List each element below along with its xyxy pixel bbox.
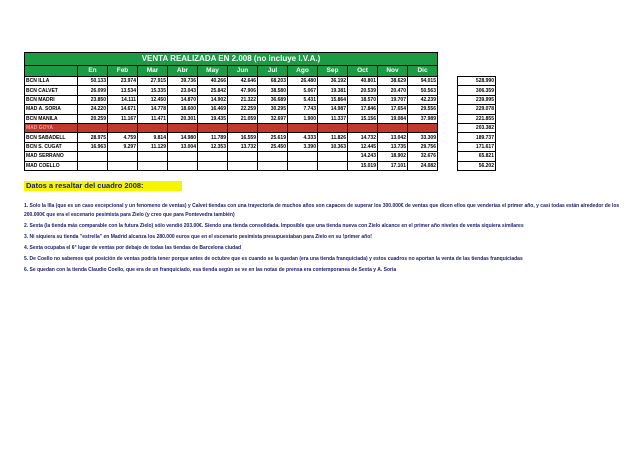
month-header: Oct (348, 66, 378, 77)
table-title: VENTA REALIZADA EN 2.008 (no incluye I.V.A.) (25, 53, 438, 66)
sales-cell: 50.133 (78, 77, 108, 86)
sales-cell: 14.671 (108, 105, 138, 114)
sales-cell: 14.893 (138, 123, 168, 132)
note-item: 6. Se quedan con la tienda Claudio Coello, que era de un franquiciado, esa tienda según se ve en las notas de prensa era contemporanea de Sexta y A. Soria (24, 267, 397, 274)
sales-cell: 12.353 (198, 142, 228, 151)
sales-cell: 16.469 (198, 105, 228, 114)
sales-cell (228, 161, 258, 170)
sales-cell: 33.309 (408, 133, 438, 142)
sales-cell: 12.307 (108, 123, 138, 132)
sales-cell: 42.646 (228, 77, 258, 86)
sales-cell: 14.970 (198, 123, 228, 132)
sales-cell: 42.239 (408, 95, 438, 104)
month-header: Nov (378, 66, 408, 77)
sales-cell: 13.042 (378, 133, 408, 142)
sales-cell (108, 161, 138, 170)
sales-cell: 23.974 (108, 77, 138, 86)
sales-cell: 5.431 (288, 95, 318, 104)
total-cell: 56.202 (458, 161, 496, 170)
sales-cell: 26.480 (288, 77, 318, 86)
sales-cell: 7.743 (288, 105, 318, 114)
table-row (25, 123, 496, 132)
sales-cell: 5.067 (288, 86, 318, 95)
table-row (25, 142, 496, 151)
sales-cell: 14.087 (378, 123, 408, 132)
sales-cell: 39.736 (168, 77, 198, 86)
sales-cell: 36.192 (318, 77, 348, 86)
sales-cell: 21.059 (228, 114, 258, 123)
table-row (25, 152, 496, 161)
table-body (25, 77, 496, 171)
sales-cell: 26.099 (78, 86, 108, 95)
sales-cell (78, 152, 108, 161)
sales-cell: 30.295 (258, 105, 288, 114)
sales-cell (288, 152, 318, 161)
sales-cell: 27.915 (138, 77, 168, 86)
sales-cell: 14.870 (168, 95, 198, 104)
month-header: En (78, 66, 108, 77)
sales-cell: 21.322 (228, 95, 258, 104)
sales-cell: 18.902 (378, 152, 408, 161)
month-header: Ago (288, 66, 318, 77)
store-name: BCN CALVET (25, 86, 78, 95)
sales-cell: 4.333 (288, 133, 318, 142)
sales-cell: 50.563 (408, 86, 438, 95)
note-item: 1. Solo la Illa (que es un caso excepcional y un fenomeno de ventas) y Calvet tiendas con una trayectoria de muchos años son capaces de superar los 300.000€ de ventas que dicen ellos que venderías el primer año, y casi todas están alrededor de los 200.000€ que era el escenario pesimista para Zielo (y creo que para Pontevedra también) (24, 203, 620, 218)
sales-cell: 29.556 (408, 105, 438, 114)
notes-list (24, 202, 620, 277)
sales-cell: 25.619 (258, 133, 288, 142)
store-name: MAD SERRANO (25, 152, 78, 161)
table-row (25, 86, 496, 95)
table-row (25, 133, 496, 142)
sales-cell: 19.084 (378, 114, 408, 123)
total-cell: 65.821 (458, 152, 496, 161)
sales-cell (168, 161, 198, 170)
table-row (25, 95, 496, 104)
header-corner (25, 66, 78, 77)
sales-cell: 17.654 (378, 105, 408, 114)
sales-cell: 13.732 (228, 142, 258, 151)
sales-cell: 10.152 (318, 123, 348, 132)
sales-cell: 20.301 (168, 114, 198, 123)
month-header: Feb (108, 66, 138, 77)
sales-cell: 11.789 (198, 133, 228, 142)
sales-cell: 11.337 (318, 114, 348, 123)
sales-cell: 15.864 (318, 95, 348, 104)
table-row (25, 114, 496, 123)
sales-cell (258, 161, 288, 170)
sales-cell: 24.082 (408, 161, 438, 170)
sales-cell: 3.390 (288, 142, 318, 151)
sales-cell: 14.243 (348, 152, 378, 161)
sales-cell (108, 152, 138, 161)
sales-cell: 4.759 (108, 133, 138, 142)
month-header: May (198, 66, 228, 77)
month-header: Sep (318, 66, 348, 77)
sales-cell: 12.450 (138, 95, 168, 104)
sales-cell (168, 152, 198, 161)
sales-cell: 15.335 (138, 86, 168, 95)
store-name: BCN MADRI (25, 95, 78, 104)
sales-cell (138, 161, 168, 170)
total-cell: 189.737 (458, 133, 496, 142)
sales-cell: 14.111 (108, 95, 138, 104)
total-cell: 239.995 (458, 95, 496, 104)
sales-cell: 14.987 (318, 105, 348, 114)
sales-cell: 22.259 (228, 105, 258, 114)
sales-cell: 16.963 (78, 142, 108, 151)
sales-cell: 18.570 (348, 95, 378, 104)
title-row (25, 53, 496, 66)
sales-cell: 19.435 (198, 114, 228, 123)
month-header: Abr (168, 66, 198, 77)
sales-cell (78, 161, 108, 170)
sales-cell: 20.450 (228, 123, 258, 132)
sales-cell (288, 161, 318, 170)
sales-cell: 14.732 (348, 133, 378, 142)
sales-cell: 23.850 (78, 95, 108, 104)
total-cell: 203.382 (458, 123, 496, 132)
sales-cell: 38.580 (258, 86, 288, 95)
sales-cell: 17.101 (378, 161, 408, 170)
sales-cell: 11.129 (138, 142, 168, 151)
sales-cell: 32.676 (408, 152, 438, 161)
sales-cell: 12.307 (348, 123, 378, 132)
sales-cell: 23.043 (168, 86, 198, 95)
month-header: Mar (138, 66, 168, 77)
note-item: 3. Ni siquiera su tienda "estrella" en Madrid alcanza los 280.000 euros que en el escenario pesimista presupuestaban para Zielo en su !primer año! (24, 233, 372, 240)
total-cell: 306.359 (458, 86, 496, 95)
month-header: Jun (228, 66, 258, 77)
sales-cell (138, 152, 168, 161)
sales-cell: 68.203 (258, 77, 288, 86)
sales-cell: 14.778 (138, 105, 168, 114)
sales-cell: 11.167 (108, 114, 138, 123)
sales-cell: 19.707 (378, 95, 408, 104)
table-row (25, 161, 496, 170)
sales-cell: 13.735 (378, 142, 408, 151)
month-header-row (25, 66, 496, 77)
total-cell: 528.990 (458, 77, 496, 86)
sales-cell: 24.020 (78, 123, 108, 132)
sales-cell: 20.539 (348, 86, 378, 95)
sales-cell: 32.697 (258, 114, 288, 123)
sales-cell: 28.006 (408, 123, 438, 132)
sales-cell: 15.019 (348, 161, 378, 170)
sales-cell: 40.266 (198, 77, 228, 86)
sales-cell: 1.900 (288, 114, 318, 123)
sales-cell: 15.156 (348, 114, 378, 123)
sales-cell: 11.471 (138, 114, 168, 123)
store-name: MAD GOYA (25, 123, 78, 132)
total-cell: 221.855 (458, 114, 496, 123)
sales-cell: 16.559 (228, 133, 258, 142)
month-header: Jul (258, 66, 288, 77)
store-name: BCN SABADELL (25, 133, 78, 142)
sales-cell: 47.906 (228, 86, 258, 95)
store-name: MAD A. SORIA (25, 105, 78, 114)
sales-cell: 9.814 (138, 133, 168, 142)
sales-cell: 24.220 (78, 105, 108, 114)
sales-cell (258, 152, 288, 161)
sales-cell: 9.297 (108, 142, 138, 151)
sales-cell (198, 161, 228, 170)
store-name: BCN S. CUGAT (25, 142, 78, 151)
sales-cell: 37.989 (408, 114, 438, 123)
total-cell: 229.078 (458, 105, 496, 114)
store-name: BCN ILLA (25, 77, 78, 86)
sales-cell (228, 152, 258, 161)
sales-cell (318, 152, 348, 161)
table-row (25, 77, 496, 86)
sales-cell: 29.756 (408, 142, 438, 151)
sales-cell: 13.534 (108, 86, 138, 95)
sales-cell: 20.259 (78, 114, 108, 123)
sales-cell: 18.600 (168, 105, 198, 114)
sales-cell: 17.846 (348, 105, 378, 114)
sales-table (24, 52, 496, 171)
sales-cell: 11.826 (318, 133, 348, 142)
note-item: 2. Sexta (la tienda más comparable con la futura Zielo) sólo vendió 203.00€. Siendo una tienda consolidada. Imposible que una tienda nueva con Zielo alcance en el primer año niveles de venta siquiera similares (24, 222, 524, 229)
note-item: 5. De Coello no sabemos qué posición de ventas podría tener porque antes de octubre que es cuando se la quedan (era una tienda franquiciada) y estos cuadros no aportan la venta de las tiendas franquiciadas (24, 255, 523, 262)
section-title: Datos a resaltar del cuadro 2008: (24, 181, 182, 191)
store-name: BCN MANILA (25, 114, 78, 123)
sales-cell: 14.980 (168, 133, 198, 142)
sales-cell: 28.975 (78, 133, 108, 142)
sales-cell: 38.629 (378, 77, 408, 86)
sales-cell (198, 152, 228, 161)
sales-cell: 20.470 (378, 86, 408, 95)
month-header: Dic (408, 66, 438, 77)
sales-cell (318, 161, 348, 170)
sales-cell: 19.381 (318, 86, 348, 95)
store-name: MAD COELLO (25, 161, 78, 170)
sales-cell: 12.445 (348, 142, 378, 151)
sales-cell: 36.689 (258, 95, 288, 104)
sales-cell: 7.334 (288, 123, 318, 132)
sales-cell: 40.801 (348, 77, 378, 86)
sales-cell: 14.902 (198, 95, 228, 104)
sales-cell: 23.690 (258, 123, 288, 132)
sales-cell: 25.450 (258, 142, 288, 151)
sales-cell: 25.842 (198, 86, 228, 95)
sales-cell: 10.363 (318, 142, 348, 151)
sales-cell: 94.015 (408, 77, 438, 86)
note-item: 4. Sexta ocupaba el 6° lugar de ventas por debajo de todas las tiendas de Barcelona ciudad (24, 244, 242, 251)
total-cell: 171.617 (458, 142, 496, 151)
table-row (25, 105, 496, 114)
sales-cell: 21.518 (168, 123, 198, 132)
sales-cell: 13.004 (168, 142, 198, 151)
